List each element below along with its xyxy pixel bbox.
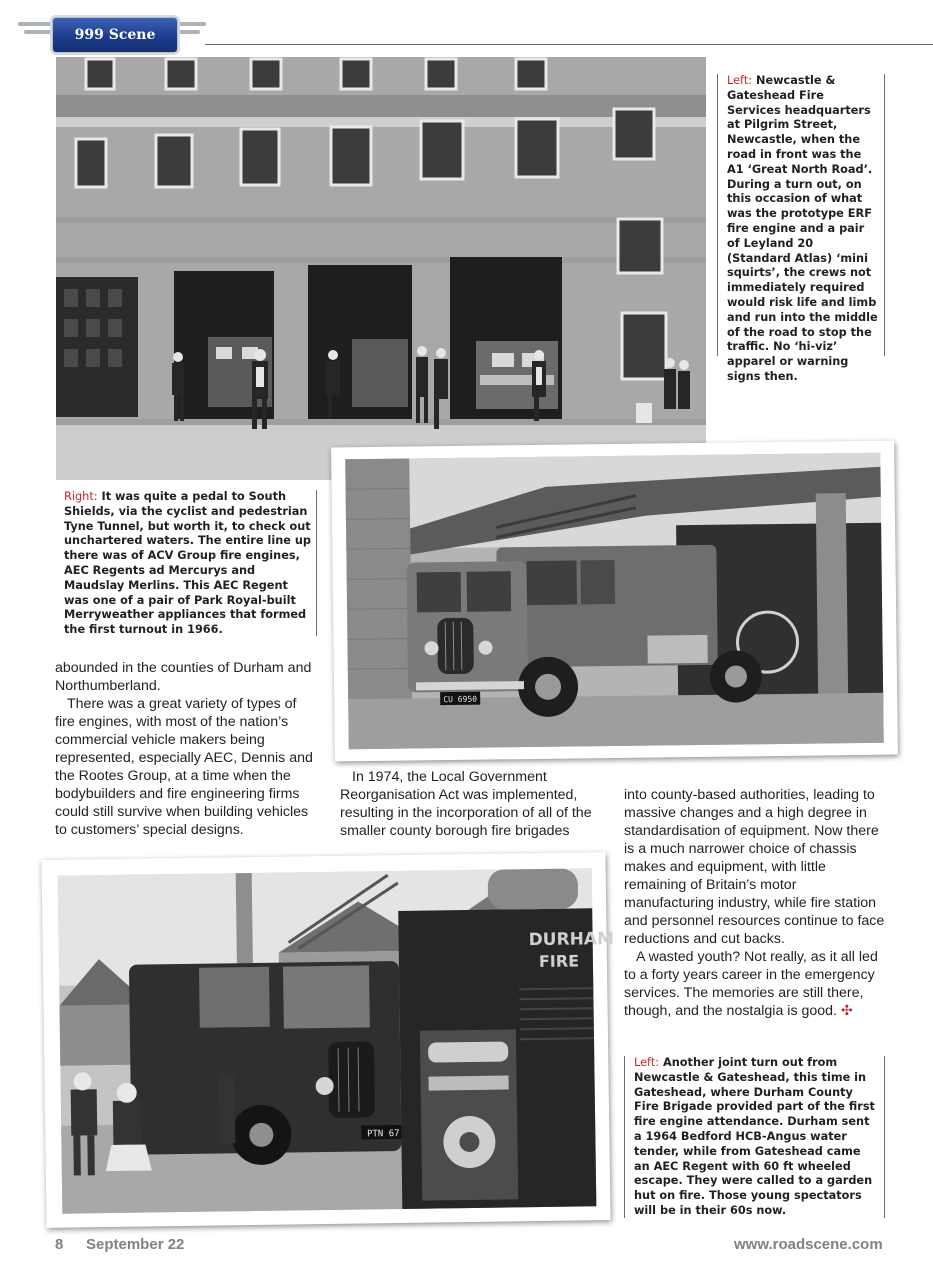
durham-lettering-2: FIRE — [538, 951, 580, 972]
section-badge: 999 Scene — [52, 17, 178, 53]
caption-top-text: Newcastle & Gateshead Fire Services headquarters at Pilgrim Street, Newcastle, when the road in front was the A1 ‘Great North Road’. During a turn out, on this occasion of what was the prototype ERF fire engine and a pair of Leyland 20 (Standard Atlas) ‘mini squirts’, the crews not immediately required would risk life and limb and run into the middle of the road to stop the traffic. No ‘hi-viz’ apparel or warning signs then. — [727, 74, 878, 383]
article-col2-p1: In 1974, the Local Government Reorganisation Act was implemented, resulting in the incorporation of all of the smaller county borough fire brigades — [340, 769, 592, 839]
article-col1-p1: abounded in the counties of Durham and Northumberland. — [55, 660, 312, 694]
caption-bottom-rule-right — [884, 1056, 885, 1218]
reg-plate-bottom: PTN 67 — [366, 1128, 400, 1140]
photo-aec-regent-frame — [331, 441, 898, 762]
durham-lettering-1: DURHAM — [528, 928, 615, 951]
badge-wing-right-lower — [176, 30, 200, 34]
issue-date: September 22 — [86, 1236, 185, 1253]
caption-middle-rule — [316, 490, 317, 636]
photo-joint-turnout-frame — [41, 852, 615, 1228]
caption-bottom-label: Left: — [634, 1056, 660, 1069]
article-column-1 — [55, 659, 317, 839]
article-col3-p2: A wasted youth? Not really, as it all led to a forty years career in the emergency services. The memories are still there, though, and the nostalgia is good. — [624, 949, 878, 1019]
caption-middle-text: It was quite a pedal to South Shields, via the cyclist and pedestrian Tyne Tunnel, but worth it, to check out unchartered waters. The entire line up there was of ACV Group fire engines, AEC Regents ad Mercurys and Maudslay Merlins. This AEC Regent was one of a pair of Park Royal-built Merryweather appliances that formed the first turnout in 1966. — [64, 490, 311, 637]
end-mark-icon: ✣ — [840, 1003, 853, 1019]
article-col1-p2: There was a great variety of types of fire engines, with most of the nation’s commercial vehicle makers being represented, especially AEC, Dennis and the Rootes Group, at a time when the bodybuilders and fire engineering firms could still survive when building vehicles to customers’ special designs. — [55, 696, 313, 838]
photo-aec-regent — [345, 453, 884, 750]
caption-rule-right — [884, 74, 885, 356]
reg-plate-middle: CU 6950 — [443, 694, 478, 705]
caption-bottom — [634, 1056, 880, 1219]
fire-station-illustration — [56, 57, 706, 480]
joint-turnout-illustration — [58, 868, 615, 1213]
caption-top-label: Left: — [727, 74, 753, 87]
badge-wing-left-lower — [24, 30, 54, 34]
article-column-3 — [624, 786, 886, 1020]
caption-middle-label: Right: — [64, 490, 98, 503]
badge-wing-right — [176, 22, 206, 26]
photo-fire-station-headquarters — [56, 57, 706, 480]
caption-middle — [64, 490, 312, 638]
caption-top — [727, 74, 879, 385]
article-col3-p1: into county-based authorities, leading to massive changes and a high degree in standardisation of equipment. Now there is a much narrower choice of chassis makes and equipment, with little remaining of Britain’s motor manufacturing industry, while fire station and personnel resources continue to face reductions and cut backs. — [624, 787, 885, 947]
badge-wing-left — [18, 22, 54, 26]
page-number: 8 — [55, 1236, 64, 1253]
photo-joint-turnout — [58, 868, 615, 1213]
caption-bottom-text: Another joint turn out from Newcastle & Gateshead, this time in Gateshead, where Durham County Fire Brigade provided part of the first fire engine attendance. Durham sent a 1964 Bedford HCB-Angus water tender, while from Gateshead came an AEC Regent with 60 ft wheeled escape. They were called to a garden hut on fire. Those young spectators will be in their 60s now. — [634, 1056, 875, 1217]
caption-rule-left — [717, 74, 718, 356]
caption-bottom-rule-left — [624, 1056, 625, 1218]
aec-regent-illustration — [345, 453, 884, 750]
article-column-2 — [340, 768, 602, 840]
website-link[interactable]: www.roadscene.com — [734, 1236, 883, 1253]
header-rule — [205, 44, 933, 45]
